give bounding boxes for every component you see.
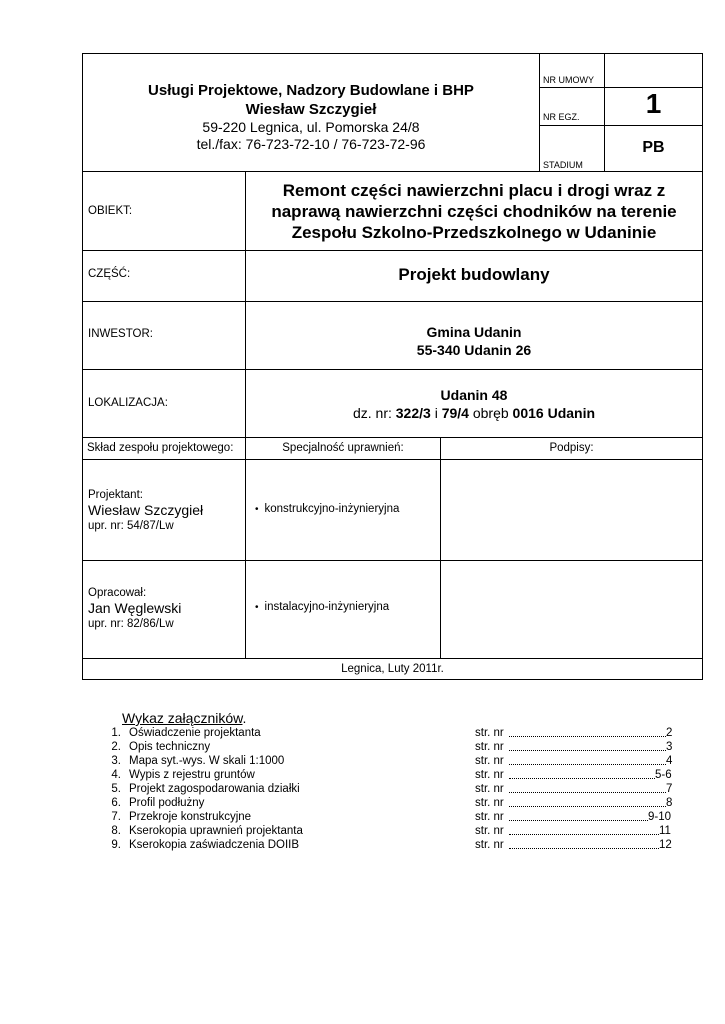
member-1-specialty: • konstrukcyjno-inżynieryjna (255, 503, 400, 515)
lokalizacja-label: LOKALIZACJA: (88, 397, 168, 409)
obiekt-value (246, 180, 702, 243)
obiekt-label: OBIEKT: (88, 205, 133, 217)
czesc-value: Projekt budowlany (398, 265, 550, 284)
inwestor-name: Gmina Udanin (426, 324, 522, 340)
nr-egz-label: NR EGZ. (543, 112, 580, 122)
nr-umowy-label: NR UMOWY (543, 75, 594, 85)
nr-umowy-value (605, 56, 702, 86)
member-license: upr. nr: 82/86/Lw (88, 618, 174, 630)
toc-item: 7. Przekroje konstrukcyjne str. nr 9-10 (111, 811, 672, 823)
member-2-signature (441, 561, 702, 658)
lokalizacja-value (246, 386, 702, 422)
czesc-label: CZĘŚĆ: (88, 268, 131, 280)
inwestor-value (246, 323, 702, 359)
team-member-2 (88, 586, 181, 631)
obiekt-line-2: naprawą nawierzchni części chodników na terenie (271, 202, 677, 221)
lokalizacja-place: Udanin 48 (440, 387, 508, 403)
team-header-specialty: Specjalność uprawnień: (282, 442, 404, 454)
toc-item: 3. Mapa syt.-wys. W skali 1:1000 str. nr 4 (111, 755, 673, 767)
nr-egz-value: 1 (645, 88, 662, 119)
inwestor-label: INWESTOR: (88, 328, 153, 340)
toc-item: 4. Wypis z rejestru gruntów str. nr 5-6 (111, 769, 672, 781)
company-name: Usługi Projektowe, Nadzory Budowlane i BHP (148, 82, 474, 99)
member-name: Wiesław Szczygieł (88, 502, 204, 518)
company-phone: tel./fax: 76-723-72-10 / 76-723-72-96 (196, 136, 426, 152)
toc-item: 2. Opis techniczny str. nr 3 (111, 741, 673, 753)
stadium-value: PB (642, 139, 665, 156)
company-header (83, 82, 539, 153)
toc-item: 6. Profil podłużny str. nr 8 (111, 797, 673, 809)
company-address: 59-220 Legnica, ul. Pomorska 24/8 (202, 119, 420, 135)
company-owner: Wiesław Szczygieł (245, 101, 377, 118)
toc-item: 8. Kserokopia uprawnień projektanta str. nr 11 (111, 825, 671, 837)
member-license: upr. nr: 54/87/Lw (88, 520, 174, 532)
inwestor-address: 55-340 Udanin 26 (416, 342, 532, 358)
obiekt-line-1: Remont części nawierzchni placu i drogi wraz z (282, 181, 666, 200)
toc-item: 5. Projekt zagospodarowania działki str. nr 7 (111, 783, 673, 795)
member-1-signature (441, 460, 702, 560)
lokalizacja-parcels: dz. nr: 322/3 i 79/4 obręb 0016 Udanin (352, 405, 596, 421)
bullet-icon: • (255, 504, 259, 515)
member-2-specialty: • instalacyjno-inżynieryjna (255, 601, 390, 613)
stadium-label: STADIUM (543, 160, 583, 170)
toc-title: Wykaz załączników. (122, 710, 247, 726)
obiekt-line-3: Zespołu Szkolno-Przedszkolnego w Udaninie (291, 223, 657, 242)
toc-item: 1. Oświadczenie projektanta str. nr 2 (111, 727, 673, 739)
team-member-1 (88, 488, 203, 533)
bullet-icon: • (255, 602, 259, 613)
toc-list (105, 726, 675, 856)
member-role: Projektant: (88, 489, 143, 501)
member-name: Jan Węglewski (88, 600, 182, 616)
team-header-signatures: Podpisy: (549, 442, 594, 454)
team-header-members: Skład zespołu projektowego: (87, 442, 234, 454)
toc-item: 9. Kserokopia zaświadczenia DOIIB str. nr 12 (111, 839, 672, 851)
member-role: Opracował: (88, 587, 147, 599)
place-date: Legnica, Luty 2011r. (341, 663, 444, 675)
